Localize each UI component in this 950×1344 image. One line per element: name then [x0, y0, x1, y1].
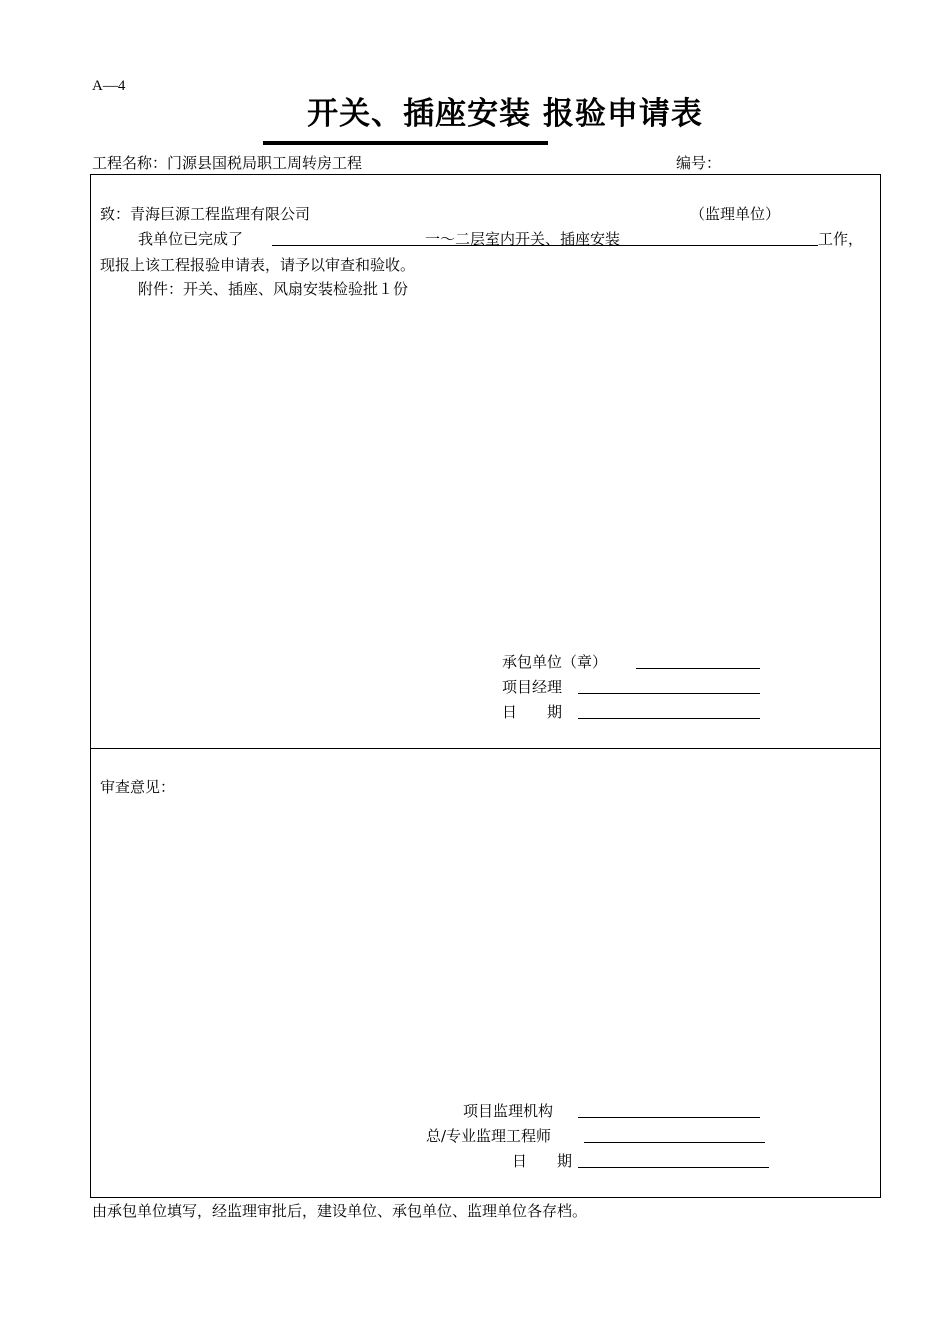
completed-suffix: 工作， — [818, 230, 864, 248]
title-underline — [263, 141, 548, 145]
supervisor-unit-label: （监理单位） — [690, 205, 781, 223]
contractor-field[interactable] — [636, 651, 760, 669]
review-date-label: 日 期 — [512, 1152, 573, 1170]
review-opinion-label: 审查意见： — [100, 778, 176, 796]
contractor-label: 承包单位（章） — [502, 653, 608, 671]
attachment-line: 附件：开关、插座、风扇安装检验批１份 — [138, 280, 409, 298]
application-date-field[interactable] — [578, 701, 760, 719]
project-name: 工程名称：门源县国税局职工周转房工程 — [92, 154, 363, 172]
supervision-org-label: 项目监理机构 — [463, 1102, 554, 1120]
completed-work: 一～二层室内开关、插座安装 — [425, 230, 621, 248]
page-title: 开关、插座安装 报验申请表 — [307, 96, 703, 132]
request-line: 现报上该工程报验申请表，请予以审查和验收。 — [100, 256, 416, 274]
addressee-line: 致：青海巨源工程监理有限公司 — [100, 205, 311, 223]
completed-prefix: 我单位已完成了 — [138, 230, 244, 248]
manager-label: 项目经理 — [502, 678, 563, 696]
supervision-org-field[interactable] — [578, 1100, 760, 1118]
review-date-field[interactable] — [578, 1150, 769, 1168]
engineer-field[interactable] — [584, 1125, 765, 1143]
manager-field[interactable] — [578, 676, 760, 694]
form-frame — [90, 174, 881, 1198]
form-number-label: 编号： — [676, 154, 722, 172]
section-divider — [90, 748, 881, 749]
application-date-label: 日 期 — [502, 703, 563, 721]
footer-note: 由承包单位填写，经监理审批后，建设单位、承包单位、监理单位各存档。 — [92, 1202, 588, 1220]
form-code: A—4 — [92, 78, 126, 94]
engineer-label: 总/专业监理工程师 — [426, 1127, 552, 1145]
